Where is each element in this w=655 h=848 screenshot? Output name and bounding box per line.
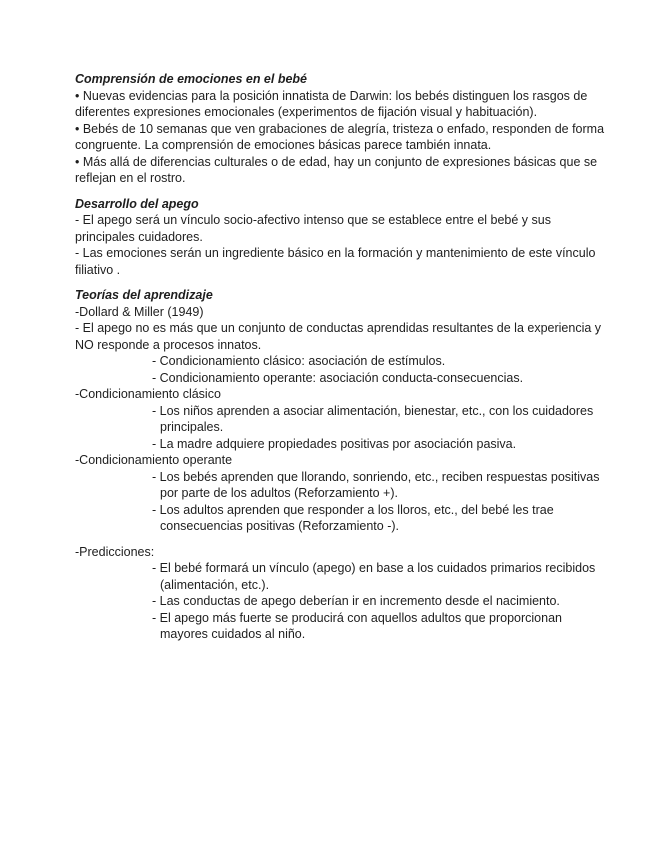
text-line: principales cuidadores. (75, 229, 203, 244)
text-line: filiativo . (75, 262, 121, 277)
text-line: -Condicionamiento operante (75, 453, 233, 467)
text-line: • Nuevas evidencias para la posición innatista de Darwin: los bebés distinguen los rasgos de (75, 88, 588, 103)
text-line: consecuencias positivas (Reforzamiento -). (160, 519, 399, 533)
text-line: -Predicciones: (75, 544, 155, 559)
text-line: - El apego no es más que un conjunto de conductas aprendidas resultantes de la experiencia y (75, 321, 602, 335)
text-line: - El apego más fuerte se producirá con aquellos adultos que proporcionan (152, 610, 562, 625)
text-line: principales. (160, 420, 224, 434)
text-line: • Más allá de diferencias culturales o de edad, hay un conjunto de expresiones básicas que se (75, 154, 598, 169)
text-line: NO responde a procesos innatos. (75, 337, 262, 352)
section-heading: Comprensión de emociones en el bebé (75, 72, 308, 86)
text-line: - Los niños aprenden a asociar alimentación, bienestar, etc., con los cuidadores (152, 403, 594, 418)
text-line: - Las emociones serán un ingrediente básico en la formación y mantenimiento de este vínculo (75, 246, 596, 260)
section-desarrollo-apego (75, 196, 620, 279)
section-heading: Desarrollo del apego (75, 196, 199, 211)
text-line: congruente. La comprensión de emociones básicas parece también innata. (75, 138, 492, 152)
section-teorias-aprendizaje (75, 287, 620, 535)
text-line: - El apego será un vínculo socio-afectivo intenso que se establece entre el bebé y sus (75, 213, 551, 227)
text-line: - Los bebés aprenden que llorando, sonriendo, etc., reciben respuestas positivas (152, 469, 600, 484)
text-line: • Bebés de 10 semanas que ven grabaciones de alegría, tristeza o enfado, responden de forma (75, 121, 605, 136)
section-heading: Teorías del aprendizaje (75, 288, 213, 302)
text-line: por parte de los adultos (Reforzamiento +). (160, 486, 398, 500)
section-comprension-emociones (75, 71, 620, 187)
text-line: - Los adultos aprenden que responder a los lloros, etc., del bebé les trae (152, 502, 554, 517)
document-content (75, 71, 620, 643)
text-line: -Condicionamiento clásico (75, 387, 221, 401)
text-line: - Las conductas de apego deberían ir en incremento desde el nacimiento. (152, 594, 560, 608)
text-line: - Condicionamiento operante: asociación conducta-consecuencias. (152, 370, 524, 385)
text-line: reflejan en el rostro. (75, 171, 186, 185)
text-line: - Condicionamiento clásico: asociación de estímulos. (152, 354, 446, 368)
text-line: - El bebé formará un vínculo (apego) en base a los cuidados primarios recibidos (152, 561, 596, 575)
text-line: (alimentación, etc.). (160, 577, 270, 592)
text-line: - La madre adquiere propiedades positivas por asociación pasiva. (152, 436, 517, 451)
text-line: mayores cuidados al niño. (160, 627, 306, 641)
section-predicciones (75, 544, 620, 643)
text-line: -Dollard & Miller (1949) (75, 304, 204, 319)
text-line: diferentes expresiones emocionales (experimentos de fijación visual y habituación). (75, 105, 538, 119)
